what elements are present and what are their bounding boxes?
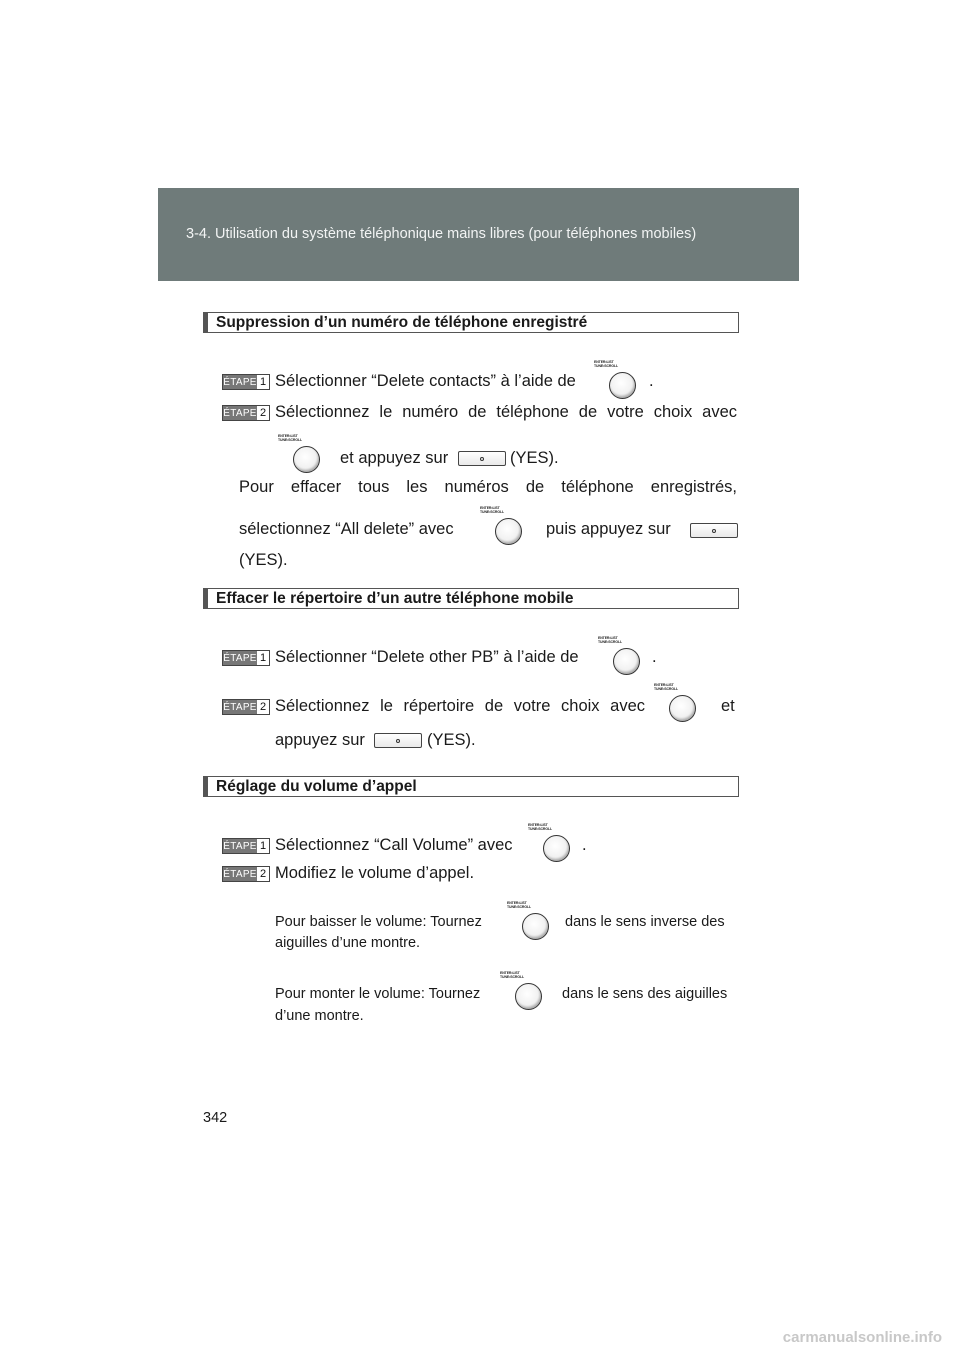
step-badge-2 [222, 405, 270, 421]
knob-dial [495, 518, 522, 545]
step-badge-label: ÉTAPE [223, 376, 257, 388]
step-badge-number: 1 [259, 652, 267, 664]
section-title-delete-number [203, 312, 739, 333]
yes-button-icon [374, 733, 422, 748]
knob-label: ENTER•LIST TUNE•SCROLL [598, 636, 623, 644]
knob-label: ENTER•LIST TUNE•SCROLL [654, 683, 679, 691]
step-badge-label: ÉTAPE [223, 840, 257, 852]
step-text: Sélectionnez le répertoire de votre choix avec [275, 697, 645, 715]
step-badge-number: 1 [259, 376, 267, 388]
step-badge-number: 2 [259, 868, 267, 880]
step-badge-label: ÉTAPE [223, 868, 257, 880]
note-text: sélectionnez “All delete” avec [239, 520, 454, 538]
tune-scroll-knob-icon [500, 971, 544, 1019]
step-badge-number: 1 [259, 840, 267, 852]
knob-dial [293, 446, 320, 473]
knob-label: ENTER•LIST TUNE•SCROLL [594, 360, 619, 368]
step-text: (YES). [510, 449, 559, 467]
step-badge-number: 2 [259, 701, 267, 713]
tune-scroll-knob-icon [480, 506, 524, 554]
watermark: carmanualsonline.info [782, 1329, 942, 1346]
step-badge-label: ÉTAPE [223, 407, 257, 419]
section-title-text: Suppression d’un numéro de téléphone enregistré [216, 313, 588, 331]
section-title-call-volume [203, 776, 739, 797]
chapter-title: 3-4. Utilisation du système téléphonique mains libres (pour téléphones mobiles) [186, 226, 697, 242]
page-number: 342 [203, 1110, 228, 1126]
step-badge-label: ÉTAPE [223, 701, 257, 713]
knob-label: ENTER•LIST TUNE•SCROLL [500, 971, 525, 979]
step-text: (YES). [427, 731, 476, 749]
step-text: Sélectionner “Delete other PB” à l’aide de [275, 648, 579, 666]
note-text: d’une montre. [275, 1008, 364, 1024]
knob-dial [522, 913, 549, 940]
note-text: (YES). [239, 551, 288, 569]
tune-scroll-knob-icon [594, 360, 638, 408]
step-text: et [721, 697, 735, 715]
knob-dial [609, 372, 636, 399]
tune-scroll-knob-icon [654, 683, 698, 731]
step-text: Sélectionnez “Call Volume” avec [275, 836, 513, 854]
step-badge-1 [222, 838, 270, 854]
knob-dial [515, 983, 542, 1010]
section-title-delete-phonebook [203, 588, 739, 609]
step-badge-number: 2 [259, 407, 267, 419]
tune-scroll-knob-icon [528, 823, 572, 871]
yes-button-icon [690, 523, 738, 538]
step-text: Sélectionnez le numéro de téléphone de votre choix avec [275, 403, 737, 421]
knob-dial [613, 648, 640, 675]
chapter-header [158, 188, 799, 281]
step-badge-2 [222, 699, 270, 715]
step-text: Sélectionner “Delete contacts” à l’aide de [275, 372, 576, 390]
step-text-end: . [649, 372, 654, 390]
tune-scroll-knob-icon [598, 636, 642, 684]
note-text: dans le sens des aiguilles [562, 986, 728, 1002]
step-text: Modifiez le volume d’appel. [275, 864, 475, 882]
step-text-end: . [582, 836, 587, 854]
step-badge-1 [222, 650, 270, 666]
step-badge-label: ÉTAPE [223, 652, 257, 664]
knob-label: ENTER•LIST TUNE•SCROLL [507, 901, 532, 909]
section-title-text: Réglage du volume d’appel [216, 777, 417, 795]
yes-button-icon [458, 451, 506, 466]
knob-dial [669, 695, 696, 722]
note-text: puis appuyez sur [546, 520, 671, 538]
step-text: et appuyez sur [340, 449, 449, 467]
note-text: Pour effacer tous les numéros de téléphone enregistrés, [239, 478, 737, 496]
tune-scroll-knob-icon [278, 434, 322, 482]
note-text: Pour baisser le volume: Tournez [275, 914, 482, 930]
knob-label: ENTER•LIST TUNE•SCROLL [480, 506, 505, 514]
knob-label: ENTER•LIST TUNE•SCROLL [278, 434, 303, 442]
tune-scroll-knob-icon [507, 901, 551, 949]
step-badge-1 [222, 374, 270, 390]
note-text: aiguilles d’une montre. [275, 935, 421, 951]
step-badge-2 [222, 866, 270, 882]
note-text: dans le sens inverse des [565, 914, 725, 930]
note-text: Pour monter le volume: Tournez [275, 986, 481, 1002]
knob-label: ENTER•LIST TUNE•SCROLL [528, 823, 553, 831]
section-title-text: Effacer le répertoire d’un autre téléphone mobile [216, 589, 574, 607]
step-text-end: . [652, 648, 657, 666]
step-text: appuyez sur [275, 731, 365, 749]
knob-dial [543, 835, 570, 862]
